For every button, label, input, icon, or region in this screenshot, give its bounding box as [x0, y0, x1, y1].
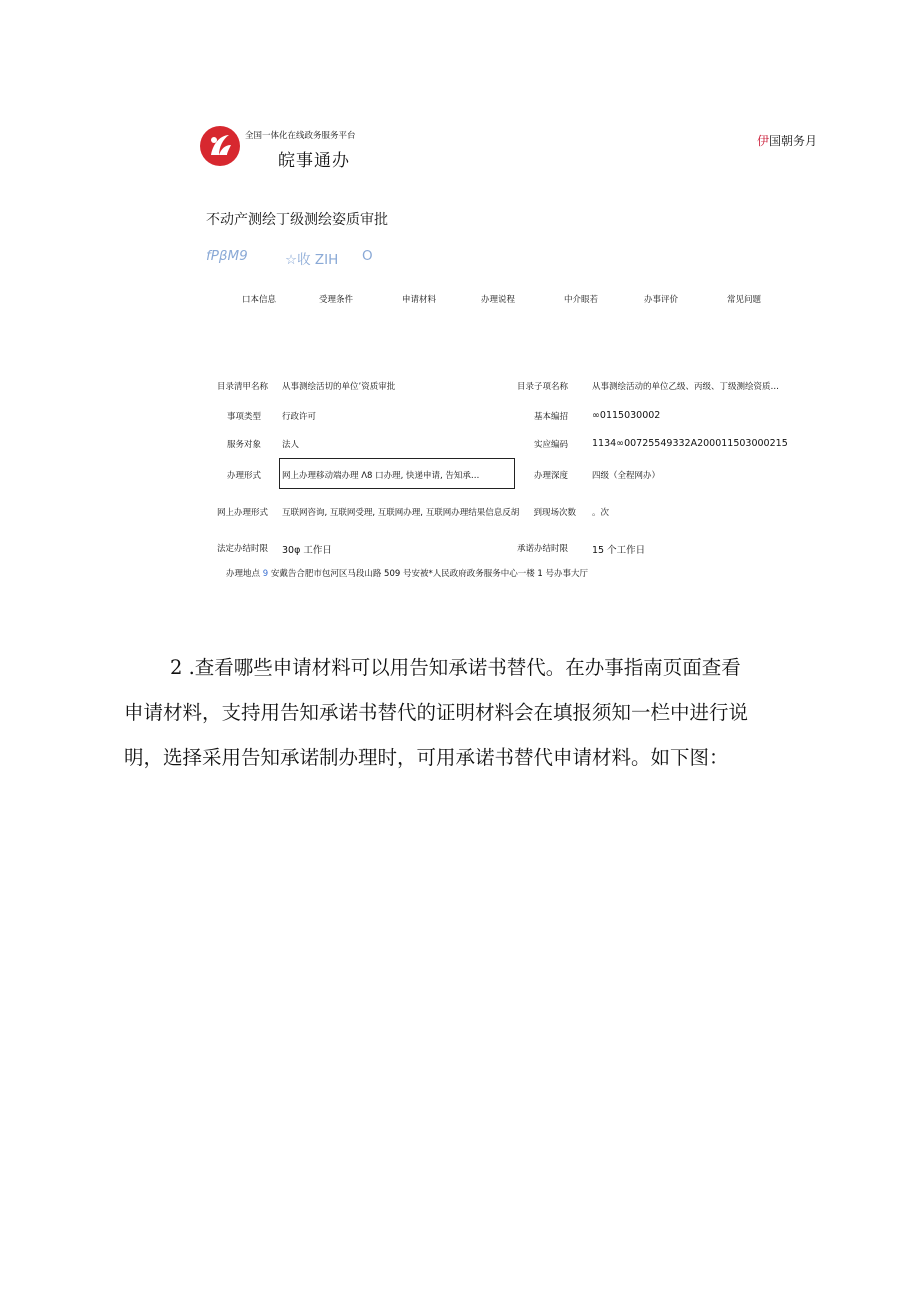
tab-faq[interactable]: 常见问题: [727, 295, 762, 305]
type-label: 事项类型: [226, 412, 261, 422]
top-right-link[interactable]: [757, 132, 817, 149]
toolbar-item-collect[interactable]: ☆收 ZIH: [285, 252, 339, 268]
form-label: 办理形式: [226, 471, 261, 481]
paragraph-line-1: 2 .查看哪些申请材料可以用告知承诺书替代。在办事指南页面查看: [170, 656, 741, 679]
form-value: 网上办理移动端办理 Λ8 口办理, 快递申请, 告知承…: [282, 471, 480, 481]
anhui-gov-logo-icon[interactable]: [199, 125, 241, 167]
catalog-name-label: 目录清甲名称: [216, 382, 268, 392]
sub-item-label: 目录子项名称: [516, 382, 568, 392]
location-row: [226, 567, 588, 579]
location-value: 安戴告合肥市包河区马段山路 509 号安被*人民政府政务服务中心一楼 1 号办事大厅: [270, 569, 589, 579]
paragraph-line-2: 申请材料，支持用告知承诺书替代的证明材料会在填报须知一栏中进行说: [124, 701, 749, 724]
platform-name: 全国一体化在线政务服务平台: [245, 131, 356, 141]
basic-code-value: ∞0115030002: [592, 410, 661, 421]
legal-limit-value: 30φ 工作日: [282, 545, 332, 556]
online-form-label: 网上办理形式: [216, 508, 268, 518]
tab-agency[interactable]: 中介眼若: [564, 295, 599, 305]
basic-code-label: 基本编招: [533, 412, 568, 422]
location-label: 办理地点: [226, 569, 261, 579]
location-pin-icon: 9: [262, 569, 269, 579]
promise-limit-label: 承诺办结时限: [516, 544, 568, 554]
catalog-name-value: 从事测绘活切的单位’资质审批: [282, 382, 396, 392]
depth-label: 办理深度: [533, 471, 568, 481]
target-label: 服务对象: [226, 440, 261, 450]
tab-evaluation[interactable]: 办事评价: [644, 295, 679, 305]
legal-limit-label: 法定办结时限: [216, 544, 268, 554]
tab-basic-info[interactable]: 口本信息: [242, 295, 277, 305]
impl-code-value: 1134∞00725549332A200011503000215: [592, 438, 788, 449]
target-value: 法人: [282, 440, 300, 450]
depth-value: 四级（全程网办）: [592, 471, 661, 481]
online-form-value: 互联网咨询, 互联网受理, 互联网办理, 互联网办理结果信息反胡: [282, 508, 520, 518]
tab-process[interactable]: 办理说程: [481, 295, 516, 305]
top-right-prefix: 伊: [757, 134, 770, 148]
tab-conditions[interactable]: 受理条件: [319, 295, 354, 305]
toolbar-item-3[interactable]: O: [362, 248, 373, 264]
promise-limit-value: 15 个工作日: [592, 545, 646, 556]
tab-materials[interactable]: 申请材料: [402, 295, 437, 305]
toolbar-item-1[interactable]: fPβM9: [206, 248, 248, 264]
top-right-text: 国朝务月: [769, 134, 818, 148]
sub-item-value: 从事测绘活动的单位乙级、丙级、丁级测绘资质…: [592, 382, 780, 392]
visits-value: 。次: [592, 508, 610, 518]
brand-name[interactable]: 皖事通办: [278, 151, 350, 171]
page-title: 不动产测绘丁级测绘姿质审批: [206, 212, 388, 228]
type-value: 行政许可: [282, 412, 317, 422]
visits-label: 到现场次数: [533, 508, 576, 518]
impl-code-label: 实应编码: [533, 440, 568, 450]
paragraph-line-3: 明，选择采用告知承诺制办理时，可用承诺书替代申请材料。如下图：: [124, 746, 729, 769]
